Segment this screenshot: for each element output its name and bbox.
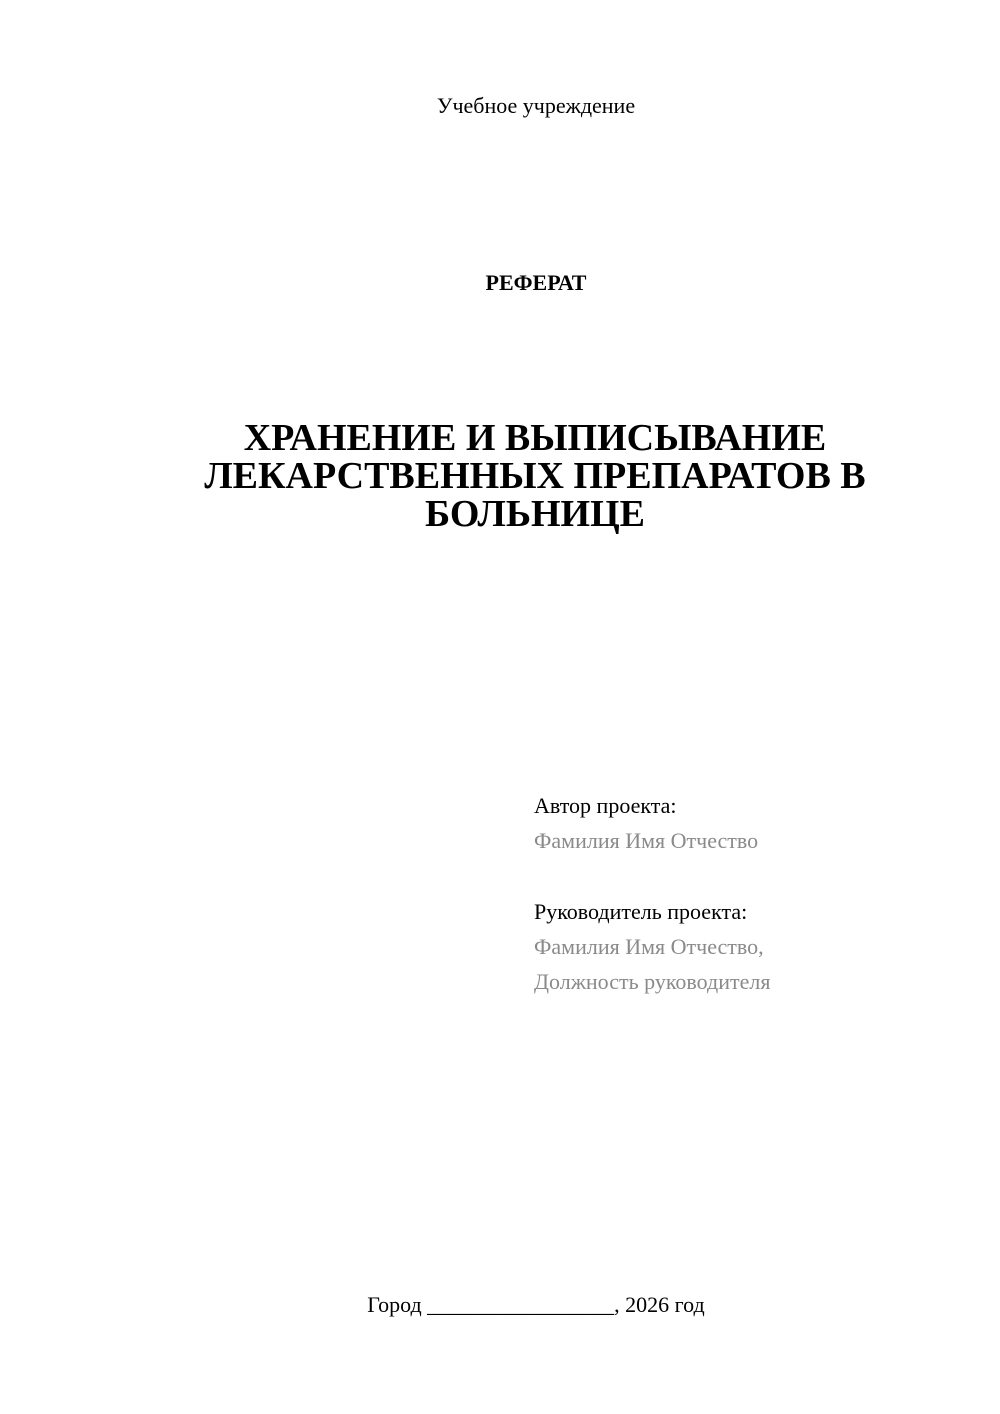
supervisor-label: Руководитель проекта:: [534, 899, 748, 924]
supervisor-name: Фамилия Имя Отчество,: [534, 934, 764, 959]
title-line: ЛЕКАРСТВЕННЫХ ПРЕПАРАТОВ В: [204, 455, 866, 497]
institution-name: Учебное учреждение: [436, 93, 636, 118]
project-credits: [534, 788, 954, 999]
supervisor-position: Должность руководителя: [534, 969, 771, 994]
document-title: [170, 419, 900, 533]
title-line: ХРАНЕНИЕ И ВЫПИСЫВАНИЕ: [243, 417, 827, 459]
document-type: РЕФЕРАТ: [485, 270, 587, 295]
author-name: Фамилия Имя Отчество: [534, 828, 759, 853]
author-label: Автор проекта:: [534, 793, 677, 818]
title-line: БОЛЬНИЦЕ: [425, 493, 645, 535]
city-year-line: Город _________________, 2026 год: [367, 1292, 705, 1317]
credits-spacer: [534, 858, 954, 894]
